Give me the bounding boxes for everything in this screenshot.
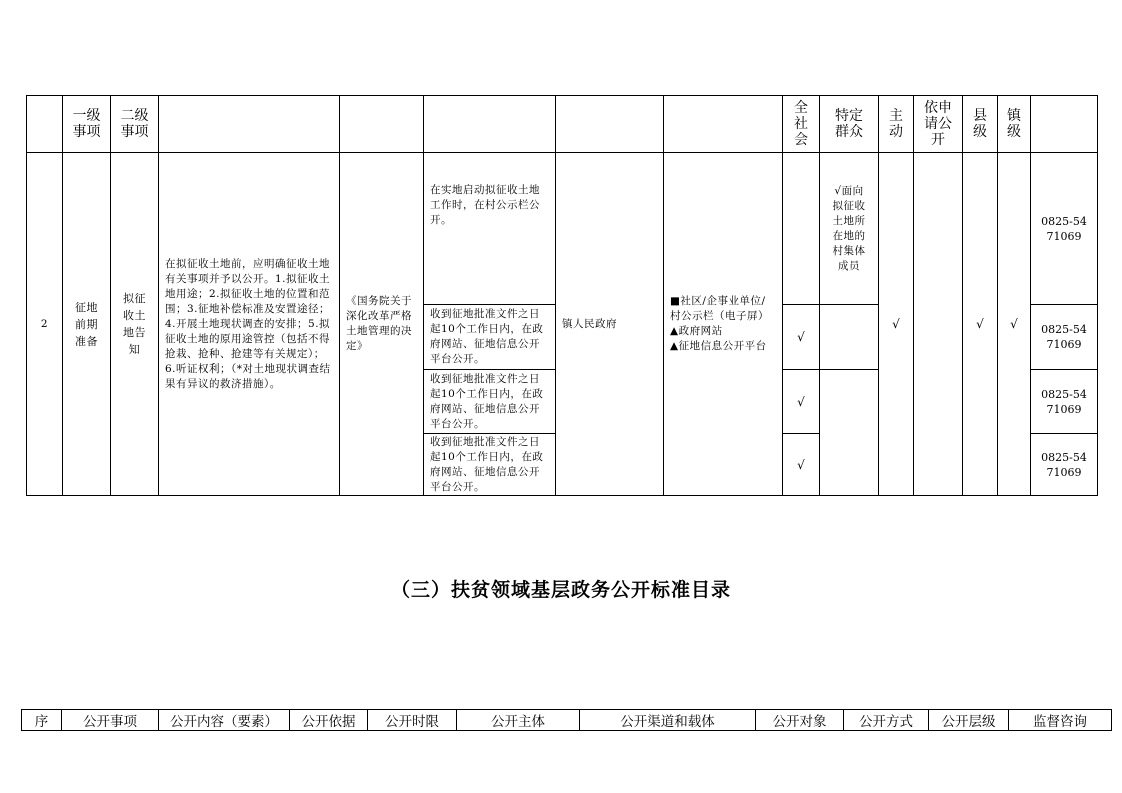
header-level2: 二级事项	[111, 96, 159, 153]
time-limit-2: 收到征地批准文件之日起10个工作日内，在政府网站、征地信息公开平台公开。	[424, 305, 556, 370]
consult-phone-3: 0825-5471069	[1031, 370, 1098, 434]
specific-group-cell: √面向拟征收土地所在地的村集体成员	[820, 153, 879, 305]
col-header-consult: 监督咨询	[1009, 710, 1112, 731]
header-basis	[340, 96, 424, 153]
county-check: √	[963, 153, 998, 496]
consult-phone-1: 0825-5471069	[1031, 153, 1098, 305]
consult-phone-4: 0825-5471069	[1031, 434, 1098, 496]
all-society-check-4: √	[783, 434, 820, 496]
col-header-number: 序	[22, 710, 62, 731]
row-level1: 征地前期准备	[63, 153, 111, 496]
time-limit-1: 在实地启动拟征收土地工作时，在村公示栏公开。	[424, 153, 556, 305]
row-number: 2	[27, 153, 63, 496]
proactive-check: √	[879, 153, 914, 496]
row-subject: 镇人民政府	[556, 153, 664, 496]
time-limit-3: 收到征地批准文件之日起10个工作日内，在政府网站、征地信息公开平台公开。	[424, 370, 556, 434]
section-heading: （三）扶贫领域基层政务公开标准目录	[390, 579, 731, 601]
col-header-level: 公开层级	[929, 710, 1009, 731]
poverty-alleviation-table-header	[21, 709, 1112, 731]
all-society-cell-1	[783, 153, 820, 305]
header-content	[159, 96, 340, 153]
header-proactive: 主动	[879, 96, 914, 153]
town-check: √	[998, 153, 1031, 496]
table-row	[27, 153, 1098, 305]
row-basis: 《国务院关于深化改革严格土地管理的决定》	[340, 153, 424, 496]
specific-group-cell-3	[820, 370, 879, 496]
consult-phone-2: 0825-5471069	[1031, 305, 1098, 370]
col-header-audience: 公开对象	[756, 710, 844, 731]
table-header-row	[22, 710, 1112, 731]
header-consult	[1031, 96, 1098, 153]
table-header-row	[27, 96, 1098, 153]
col-header-time-limit: 公开时限	[368, 710, 457, 731]
header-town: 镇级	[998, 96, 1031, 153]
all-society-check-3: √	[783, 370, 820, 434]
header-specific-group: 特定群众	[820, 96, 879, 153]
col-header-channel: 公开渠道和载体	[580, 710, 756, 731]
header-channel	[664, 96, 783, 153]
col-header-content: 公开内容（要素）	[159, 710, 290, 731]
col-header-method: 公开方式	[844, 710, 929, 731]
all-society-check-2: √	[783, 305, 820, 370]
specific-group-cell-2	[820, 305, 879, 370]
row-channels: ■社区/企事业单位/村公示栏（电子屏） ▲政府网站 ▲征地信息公开平台	[664, 153, 783, 496]
row-level2: 拟征收土地告知	[111, 153, 159, 496]
on-request-cell	[914, 153, 963, 496]
time-limit-4: 收到征地批准文件之日起10个工作日内，在政府网站、征地信息公开平台公开。	[424, 434, 556, 496]
header-number	[27, 96, 63, 153]
header-level1: 一级事项	[63, 96, 111, 153]
row-content: 在拟征收土地前，应明确征收土地有关事项并予以公开。1.拟征收土地用途；2.拟征收土地的位置和范围；3.征地补偿标准及安置途径；4.开展土地现状调查的安排；5.拟征收土地的原用途管控（包括不得抢栽、抢种、抢建等有关规定）；6.听证权利；（*对土地现状调查结果有异议的救济措施）。	[159, 153, 340, 496]
land-acquisition-table	[26, 95, 1098, 496]
header-time-limit	[424, 96, 556, 153]
col-header-basis: 公开依据	[290, 710, 368, 731]
header-county: 县级	[963, 96, 998, 153]
col-header-item: 公开事项	[62, 710, 159, 731]
col-header-subject: 公开主体	[457, 710, 580, 731]
header-on-request: 依申请公开	[914, 96, 963, 153]
header-subject	[556, 96, 664, 153]
header-all-society: 全社会	[783, 96, 820, 153]
